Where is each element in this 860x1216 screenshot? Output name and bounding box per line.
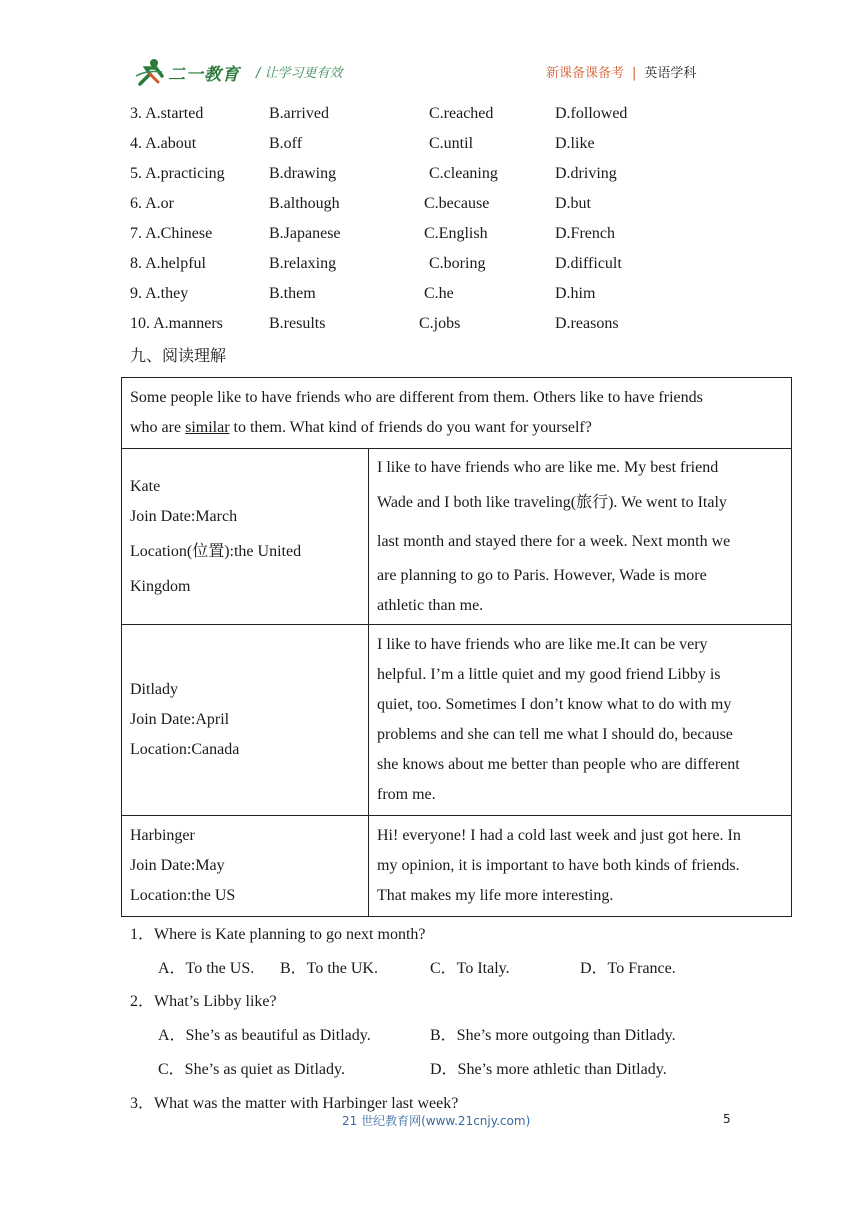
choice-a: A．She’s as beautiful as Ditlady. [158, 1027, 371, 1044]
page-header [0, 0, 860, 100]
option-c: C.until [429, 135, 474, 152]
profile-location: Location:the US [130, 887, 236, 904]
option-a: 3. A.started [130, 105, 204, 122]
text-line: my opinion, it is important to have both kinds of friends. [377, 857, 740, 874]
profile-cell [122, 449, 369, 625]
option-a: 10. A.manners [130, 315, 223, 332]
option-b: B.although [269, 195, 340, 212]
option-d: D.him [555, 285, 596, 302]
choice-b: B．To the UK. [280, 960, 378, 977]
text-cell [369, 625, 792, 816]
text-line: Wade and I both like traveling(旅行). We went to Italy [377, 493, 727, 511]
option-b: B.drawing [269, 165, 337, 182]
profile-join-date: Join Date:March [130, 507, 238, 525]
logo-text: 二一教育 [168, 65, 240, 85]
reading-table [121, 377, 792, 917]
option-b: B.Japanese [269, 225, 341, 242]
header-separator: | [632, 66, 637, 81]
page-number: 5 [723, 1112, 731, 1126]
text-line: from me. [377, 786, 436, 803]
option-d: D.like [555, 135, 595, 152]
intro-text: to them. What kind of friends do you want for yourself? [229, 419, 592, 436]
option-c: C.cleaning [429, 165, 498, 182]
choice-a: A．To the US. [158, 960, 255, 977]
text-line: athletic than me. [377, 596, 484, 614]
profile-cell [122, 816, 369, 917]
question-1: 1．Where is Kate planning to go next month? [130, 926, 426, 943]
choice-d: D．She’s more athletic than Ditlady. [430, 1061, 667, 1078]
option-c: C.jobs [419, 315, 461, 332]
header-course-label: 新课备课备考 [546, 66, 625, 81]
profile-location: Location(位置):the United [130, 542, 302, 560]
text-line: are planning to go to Paris. However, Wade is more [377, 566, 707, 584]
header-right [546, 62, 696, 81]
text-cell [369, 449, 792, 625]
option-d: D.but [555, 195, 591, 212]
option-d: D.French [555, 225, 615, 242]
option-d: D.followed [555, 105, 628, 122]
profile-name: Kate [130, 477, 161, 495]
option-a: 5. A.practicing [130, 165, 225, 182]
footer-site: 21 世纪教育网(www.21cnjy.com) [342, 1114, 531, 1128]
option-a: 9. A.they [130, 285, 189, 302]
text-line: Hi! everyone! I had a cold last week and just got here. In [377, 827, 741, 844]
option-b: B.off [269, 135, 303, 152]
text-line: helpful. I’m a little quiet and my good friend Libby is [377, 666, 721, 683]
option-b: B.them [269, 285, 316, 302]
option-b: B.arrived [269, 105, 329, 122]
option-c: C.boring [429, 255, 486, 272]
choice-b: B．She’s more outgoing than Ditlady. [430, 1027, 676, 1044]
question-2: 2．What’s Libby like? [130, 993, 277, 1010]
table-row [122, 816, 792, 917]
profile-cell [122, 625, 369, 816]
intro-cell [122, 378, 792, 449]
option-c: C.reached [429, 105, 494, 122]
section-title: 九、阅读理解 [130, 346, 227, 365]
option-d: D.reasons [555, 315, 619, 332]
option-c: C.he [424, 285, 454, 302]
profile-location: Location:Canada [130, 741, 240, 758]
choice-d: D．To France. [580, 960, 676, 977]
choice-c: C．She’s as quiet as Ditlady. [158, 1061, 345, 1078]
header-slogan: / 让学习更有效 [256, 66, 343, 81]
profile-join-date: Join Date:May [130, 857, 225, 874]
option-c: C.because [424, 195, 490, 212]
text-line: quiet, too. Sometimes I don’t know what to do with my [377, 696, 732, 713]
intro-line [130, 413, 783, 443]
profile-name: Harbinger [130, 827, 195, 844]
text-line: That makes my life more interesting. [377, 887, 614, 904]
profile-join-date: Join Date:April [130, 711, 230, 728]
text-cell [369, 816, 792, 917]
option-a: 4. A.about [130, 135, 197, 152]
table-row [122, 625, 792, 816]
table-row [122, 449, 792, 625]
profile-name: Ditlady [130, 681, 178, 698]
text-line: she knows about me better than people who are different [377, 756, 740, 773]
option-b: B.results [269, 315, 326, 332]
text-line: I like to have friends who are like me.It can be very [377, 636, 708, 653]
text-line: problems and she can tell me what I should do, because [377, 726, 733, 743]
option-b: B.relaxing [269, 255, 337, 272]
header-subject-label: 英语学科 [644, 66, 697, 81]
question-3: 3．What was the matter with Harbinger last week? [130, 1095, 459, 1112]
underlined-word: similar [185, 419, 230, 436]
choice-c: C．To Italy. [430, 960, 510, 977]
intro-text: who are [130, 419, 186, 436]
option-c: C.English [424, 225, 488, 242]
table-row [122, 378, 792, 449]
text-line: I like to have friends who are like me. My best friend [377, 458, 719, 476]
profile-location: Kingdom [130, 577, 191, 595]
option-d: D.difficult [555, 255, 622, 272]
option-a: 7. A.Chinese [130, 225, 213, 242]
option-d: D.driving [555, 165, 617, 182]
option-a: 8. A.helpful [130, 255, 206, 272]
text-line: last month and stayed there for a week. Next month we [377, 532, 731, 550]
intro-line: Some people like to have friends who are different from them. Others like to have friends [130, 389, 703, 406]
option-a: 6. A.or [130, 195, 174, 212]
